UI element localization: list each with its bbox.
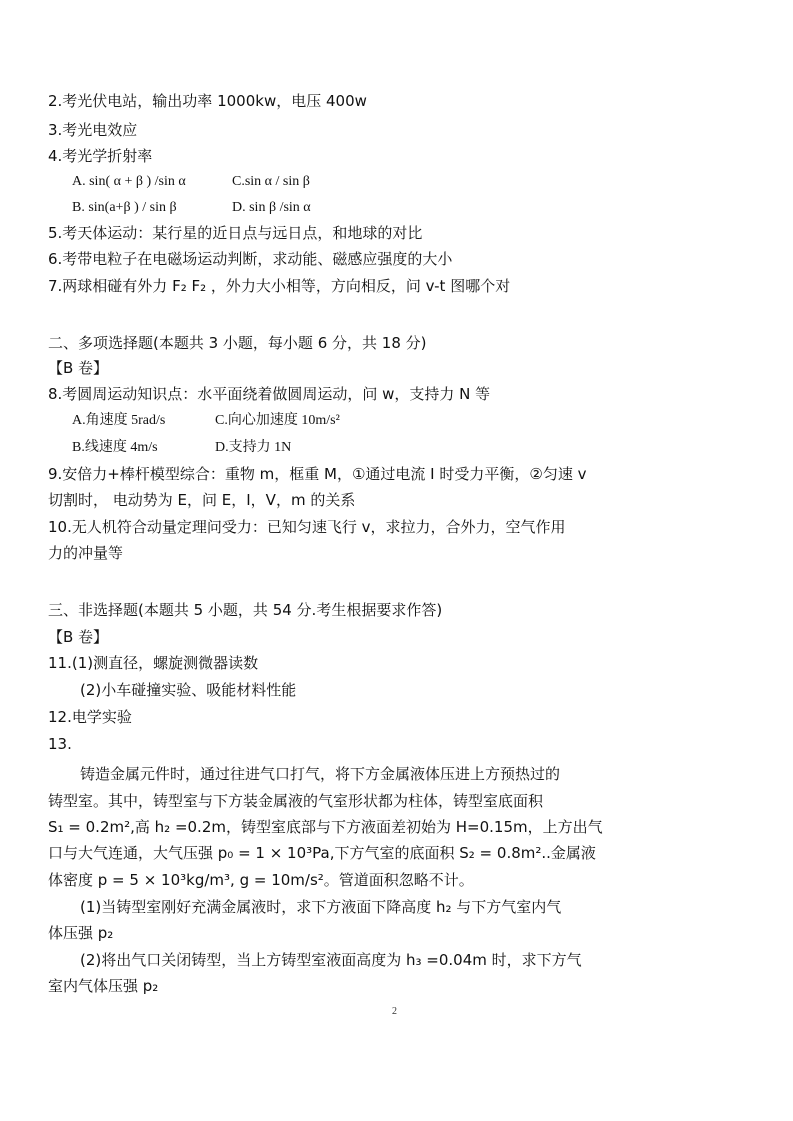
section-heading: 三、非选择题(本题共 5 小题，共 54 分.考生根据要求作答) (48, 601, 443, 619)
item-6: 6.考带电粒子在电磁场运动判断，求动能、磁感应强度的大小 (48, 250, 453, 268)
item-9: 9.安倍力+棒杆模型综合：重物 m，框重 M，①通过电流 I 时受力平衡，②匀速 v (48, 465, 587, 483)
option-c: C.sin α / sin β (232, 174, 310, 189)
option-a: A.角速度 5rad/s (72, 413, 166, 428)
problem-text: 口与大气连通，大气压强 p₀ = 1 × 10³Pa,下方气室的底面积 S₂ = 0.8m²..金属液 (48, 844, 596, 862)
item-11: 11.(1)测直径，螺旋测微器读数 (48, 654, 259, 672)
item-5: 5.考天体运动：某行星的近日点与远日点，和地球的对比 (48, 224, 423, 242)
option-b: B. sin(a+β ) / sin β (72, 200, 177, 215)
sub-question-2: (2)将出气口关闭铸型，当上方铸型室液面高度为 h₃ =0.04m 时，求下方气 (80, 951, 582, 969)
item-13: 13. (48, 735, 72, 753)
sub-question-1: (1)当铸型室刚好充满金属液时，求下方液面下降高度 h₂ 与下方气室内气 (80, 898, 562, 916)
item-10-cont: 力的冲量等 (48, 544, 124, 562)
item-9-cont: 切割时， 电动势为 E，问 E，I，V，m 的关系 (48, 491, 356, 509)
problem-text: 铸造金属元件时，通过往进气口打气，将下方金属液体压进上方预热过的 (80, 765, 561, 783)
option-d: D. sin β /sin α (232, 200, 311, 215)
page-number: 2 (392, 1006, 397, 1017)
paper-label: 【B 卷】 (48, 628, 109, 646)
item-11-part2: (2)小车碰撞实验、吸能材料性能 (80, 681, 297, 699)
section-heading: 二、多项选择题(本题共 3 小题，每小题 6 分，共 18 分) (48, 334, 427, 352)
problem-text: 体密度 p = 5 × 10³kg/m³, g = 10m/s²。管道面积忽略不计。 (48, 871, 474, 889)
item-12: 12.电学实验 (48, 708, 132, 726)
item-8: 8.考圆周运动知识点：水平面绕着做圆周运动，问 w，支持力 N 等 (48, 385, 491, 403)
problem-text: 铸型室。其中，铸型室与下方装金属液的气室形状都为柱体，铸型室底面积 (48, 792, 544, 810)
sub-question-2-cont: 室内气体压强 p₂ (48, 977, 159, 995)
option-d: D.支持力 1N (215, 440, 292, 455)
option-c: C.向心加速度 10m/s² (215, 413, 340, 428)
item-2: 2.考光伏电站，输出功率 1000kw，电压 400w (48, 92, 367, 110)
problem-text: S₁ = 0.2m²,高 h₂ =0.2m，铸型室底部与下方液面差初始为 H=0.15m，上方出气 (48, 818, 603, 836)
option-a: A. sin( α + β ) /sin α (72, 174, 186, 189)
sub-question-1-cont: 体压强 p₂ (48, 924, 114, 942)
item-7: 7.两球相碰有外力 F₂ F₂ ，外力大小相等，方向相反，问 v-t 图哪个对 (48, 277, 511, 295)
item-3: 3.考光电效应 (48, 121, 138, 139)
paper-label: 【B 卷】 (48, 359, 109, 377)
item-4: 4.考光学折射率 (48, 147, 153, 165)
item-10: 10.无人机符合动量定理问受力：已知匀速飞行 v，求拉力，合外力，空气作用 (48, 518, 566, 536)
option-b: B.线速度 4m/s (72, 440, 158, 455)
